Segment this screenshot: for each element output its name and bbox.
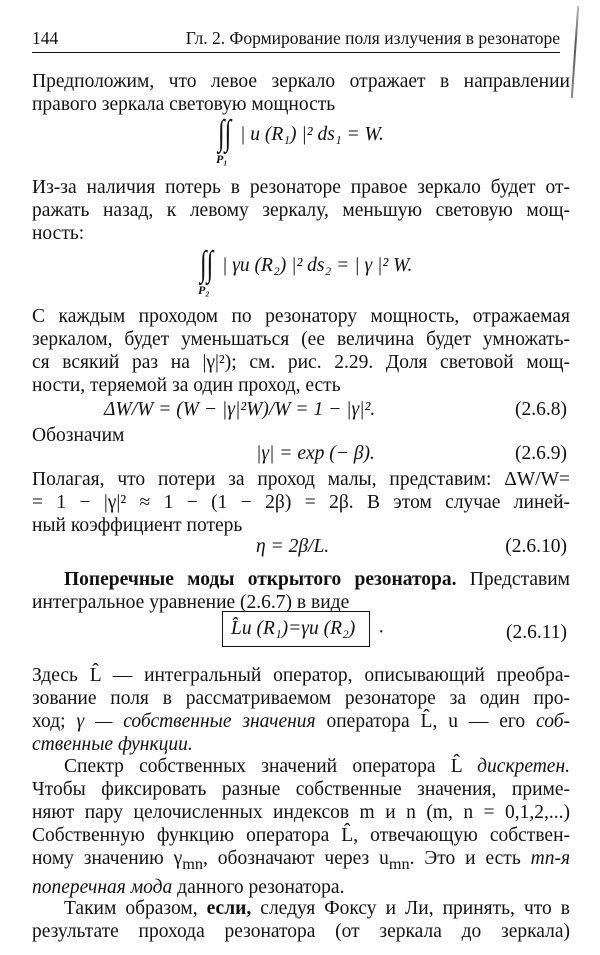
equation-6-dot: · [378, 622, 385, 643]
paragraph-2 [32, 176, 570, 245]
paragraph-3 [32, 305, 570, 397]
text-span: данного резонатора. [177, 876, 345, 898]
bold-word: если, [206, 898, 252, 919]
text-span: ход; [32, 711, 66, 732]
italic-term: mn-я [530, 848, 571, 869]
equation-4: |γ| = exp (− β). [256, 443, 375, 464]
text-line: зование поля в рассматриваемом резонаторе за один про- [32, 688, 570, 709]
text-line: = 1 − |γ|² ≈ 1 − (1 − 2β) = 2β. В этом случае линей- [32, 492, 570, 513]
text-line: ражать назад, к левому зеркалу, меньшую световую мощ- [32, 200, 570, 221]
integral-sign: ∫∫ [200, 245, 214, 285]
equation-6: L̂u (R₁)=γu (R₂) [231, 618, 356, 639]
italic-term: поперечная мода [32, 876, 173, 898]
text-line: зеркалом, будет уменьшаться (ее величина будет умножать- [32, 329, 570, 350]
text-line: ности, теряемой за один проход, есть [32, 375, 341, 396]
text-line: ность: [32, 223, 85, 244]
equation-2: | γu (R₂) |² ds₂ = | γ |² W. [222, 255, 413, 276]
running-header [32, 26, 560, 53]
text-span: , обозначают через u [203, 848, 389, 869]
subscript: mn [182, 854, 203, 873]
text-line [32, 847, 570, 876]
integral-sign: ∫∫ [218, 114, 232, 154]
paragraph-1 [32, 70, 570, 116]
italic-term: дискретен. [477, 756, 570, 777]
equation-number-4: (2.6.9) [515, 443, 567, 464]
page-edge-mark [571, 6, 579, 98]
equation-3: ΔW/W = (W − |γ|²W)/W = 1 − |γ|². [104, 399, 376, 420]
paragraph-7 [32, 664, 570, 756]
integral-limit-2: P₂ [198, 283, 210, 297]
text-span: ному значению γ [32, 848, 183, 869]
text-span: Спектр собственных значений оператора L̂ [64, 756, 462, 777]
section-heading: Поперечные моды открытого резонатора. [64, 569, 457, 590]
text-line: Собственную функцию оператора L̂, отвечающую собствен- [32, 825, 570, 846]
text-span: следуя Фоксу и Ли, принять, что в [260, 898, 571, 919]
text-line: Обозначим [32, 425, 125, 446]
text-line: результате прохода резонатора (от зеркала до зеркала) [32, 921, 570, 942]
boxed-equation-6 [222, 611, 370, 647]
paragraph-9 [32, 897, 570, 943]
text-line [32, 710, 570, 733]
text-line: интегральное уравнение (2.6.7) в виде [32, 592, 350, 613]
subscript: mn [388, 854, 410, 873]
equation-number-3: (2.6.8) [515, 399, 567, 420]
italic-term: соб- [536, 711, 571, 732]
equation-number-5: (2.6.10) [505, 536, 567, 557]
text-span: Представим [469, 569, 570, 590]
paragraph-8 [32, 755, 570, 899]
text-line [32, 876, 570, 899]
equation-5: η = 2β/L. [256, 536, 330, 557]
text-span: . Это и есть [409, 848, 521, 869]
text-line [32, 755, 570, 778]
text-span: оператора L̂, u — его [326, 711, 526, 732]
text-line: Из-за наличия потерь в резонаторе правое зеркало будет от- [32, 177, 570, 198]
chapter-title: Гл. 2. Формирование поля излучения в резонаторе [185, 28, 560, 48]
equation-number-6: (2.6.11) [505, 622, 567, 643]
paragraph-6 [32, 568, 570, 614]
text-line: С каждым проходом по резонатору мощность, отражаемая [32, 306, 570, 327]
text-line: Здесь L̂ — интегральный оператор, описывающий преобра- [32, 665, 570, 686]
text-line: правого зеркала световую мощность [32, 94, 336, 115]
text-line [32, 568, 570, 591]
text-line: Чтобы фиксировать разные собственные значения, приме- [32, 779, 570, 800]
text-line [32, 897, 570, 920]
page-number: 144 [32, 28, 59, 48]
italic-term: γ — собственные значения [76, 711, 316, 732]
text-line: Полагая, что потери за проход малы, представим: ΔW/W= [32, 469, 570, 490]
text-line: Предположим, что левое зеркало отражает в направлении [32, 71, 570, 92]
paragraph-5 [32, 468, 570, 537]
text-line: ный коэффициент потерь [32, 515, 243, 536]
text-line: ся всякий раз на |γ|²); см. рис. 2.29. Доля световой мощ- [32, 352, 570, 373]
text-line: ственные функции. [32, 734, 193, 755]
equation-1: | u (R₁) |² ds₁ = W. [240, 124, 384, 145]
integral-limit-1: P₁ [216, 152, 228, 166]
text-span: Таким образом, [64, 898, 198, 919]
text-line: няют пару целочисленных индексов m и n (m, n = 0,1,2,...) [32, 802, 570, 823]
